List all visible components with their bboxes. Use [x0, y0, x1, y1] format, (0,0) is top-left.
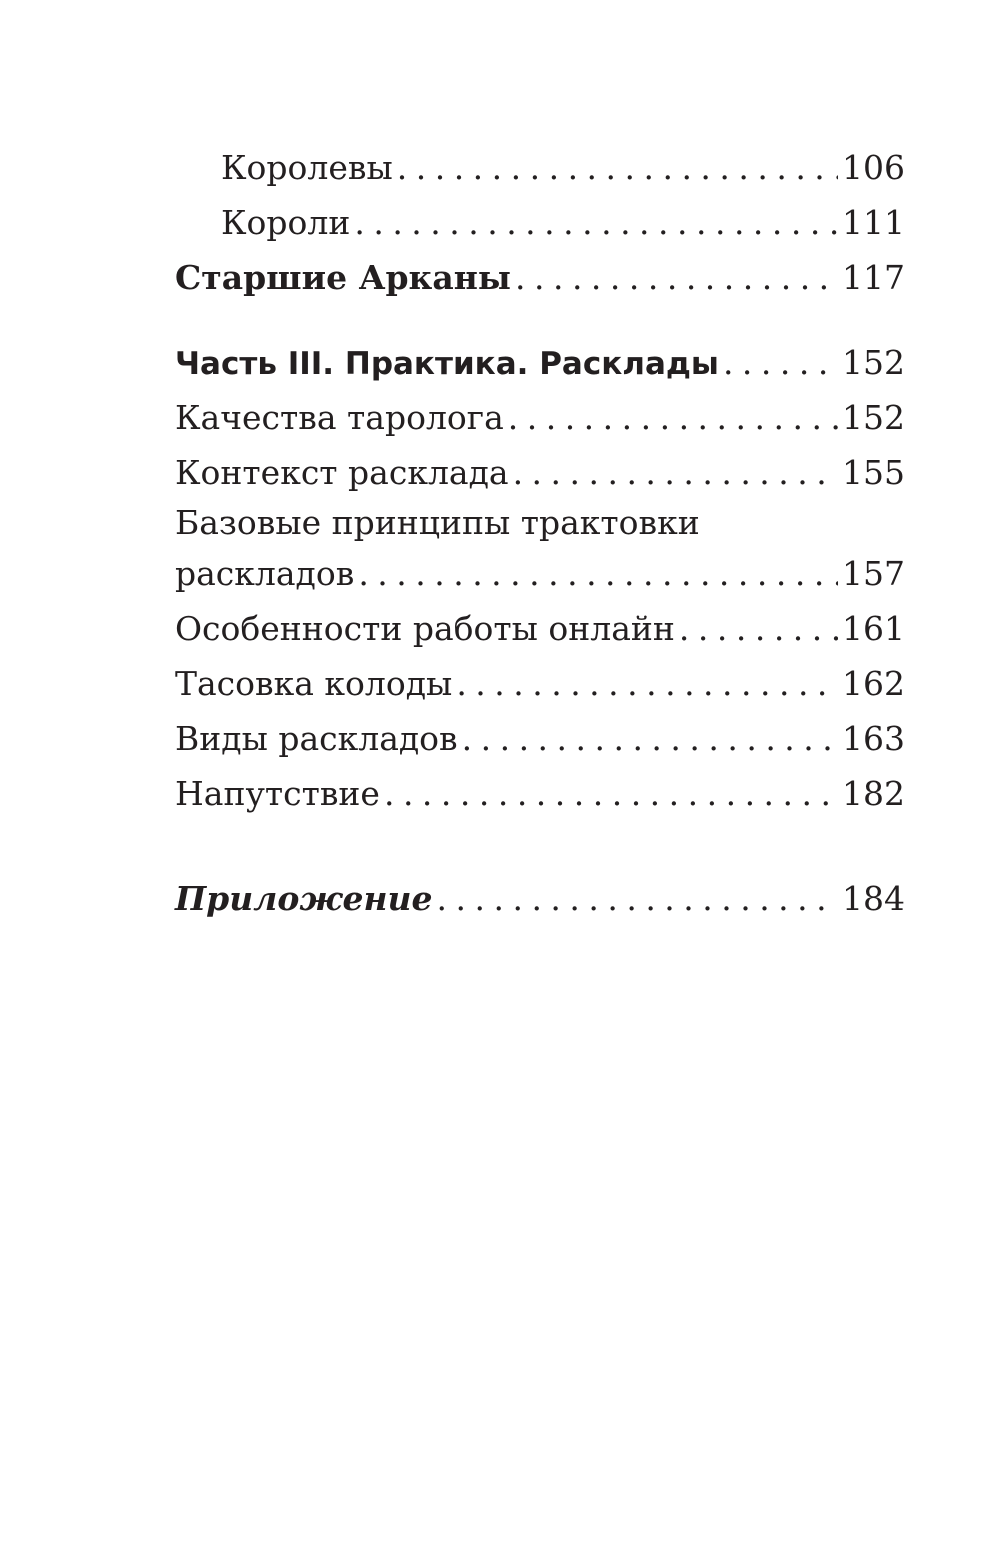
toc-entry-page: 111: [842, 203, 905, 242]
toc-entry-part-3[interactable]: [175, 335, 905, 390]
leader-dots: [515, 250, 838, 305]
toc-entry-title-continued: раскладов: [175, 554, 355, 593]
leader-dots: [384, 766, 838, 821]
leader-dots: [513, 445, 838, 500]
toc-entry-page: 161: [842, 609, 905, 648]
toc-entry-title: Контекст расклада: [175, 453, 509, 492]
toc-entry-title: Напутствие: [175, 774, 380, 813]
toc-entry-page: 155: [842, 453, 905, 492]
spacer: [175, 305, 905, 335]
leader-dots: [354, 195, 838, 250]
leader-dots: [397, 140, 838, 195]
leader-dots: [358, 546, 838, 601]
toc-entry-page: 117: [842, 258, 905, 297]
toc-entry-title: Базовые принципы трактовки: [175, 503, 700, 542]
toc-entry-spread-types[interactable]: [175, 711, 905, 766]
toc-entry-major-arcana[interactable]: [175, 250, 905, 305]
leader-dots: [679, 601, 838, 656]
toc-entry-appendix[interactable]: [175, 871, 905, 926]
toc-entry-basic-principles-line2[interactable]: [175, 546, 905, 601]
toc-entry-queens[interactable]: [175, 140, 905, 195]
toc-entry-tarologist-qualities[interactable]: [175, 390, 905, 445]
toc-entry-title: Приложение: [175, 879, 433, 918]
leader-dots: [437, 871, 838, 926]
leader-dots: [456, 656, 838, 711]
leader-dots: [723, 335, 838, 390]
toc-entry-title: Короли: [221, 203, 351, 242]
toc-entry-title: Тасовка колоды: [175, 664, 453, 703]
table-of-contents: [175, 140, 905, 926]
toc-entry-page: 157: [842, 554, 905, 593]
toc-entry-parting-words[interactable]: [175, 766, 905, 821]
toc-entry-page: 152: [842, 343, 905, 382]
toc-entry-shuffling[interactable]: [175, 656, 905, 711]
spacer: [175, 821, 905, 871]
toc-entry-title: Старшие Арканы: [175, 258, 511, 297]
leader-dots: [462, 711, 838, 766]
toc-entry-title: Часть III. Практика. Расклады: [175, 346, 719, 382]
toc-entry-online-work[interactable]: [175, 601, 905, 656]
toc-entry-page: 184: [842, 879, 905, 918]
toc-entry-title: Особенности работы онлайн: [175, 609, 675, 648]
toc-entry-page: 182: [842, 774, 905, 813]
toc-entry-basic-principles-line1[interactable]: [175, 500, 905, 546]
toc-entry-kings[interactable]: [175, 195, 905, 250]
toc-entry-page: 106: [842, 148, 905, 187]
toc-entry-page: 163: [842, 719, 905, 758]
toc-entry-spread-context[interactable]: [175, 445, 905, 500]
toc-entry-title: Виды раскладов: [175, 719, 458, 758]
toc-entry-title: Качества таролога: [175, 398, 504, 437]
toc-entry-page: 152: [842, 398, 905, 437]
toc-entry-title: Королевы: [221, 148, 393, 187]
toc-entry-page: 162: [842, 664, 905, 703]
leader-dots: [508, 390, 838, 445]
